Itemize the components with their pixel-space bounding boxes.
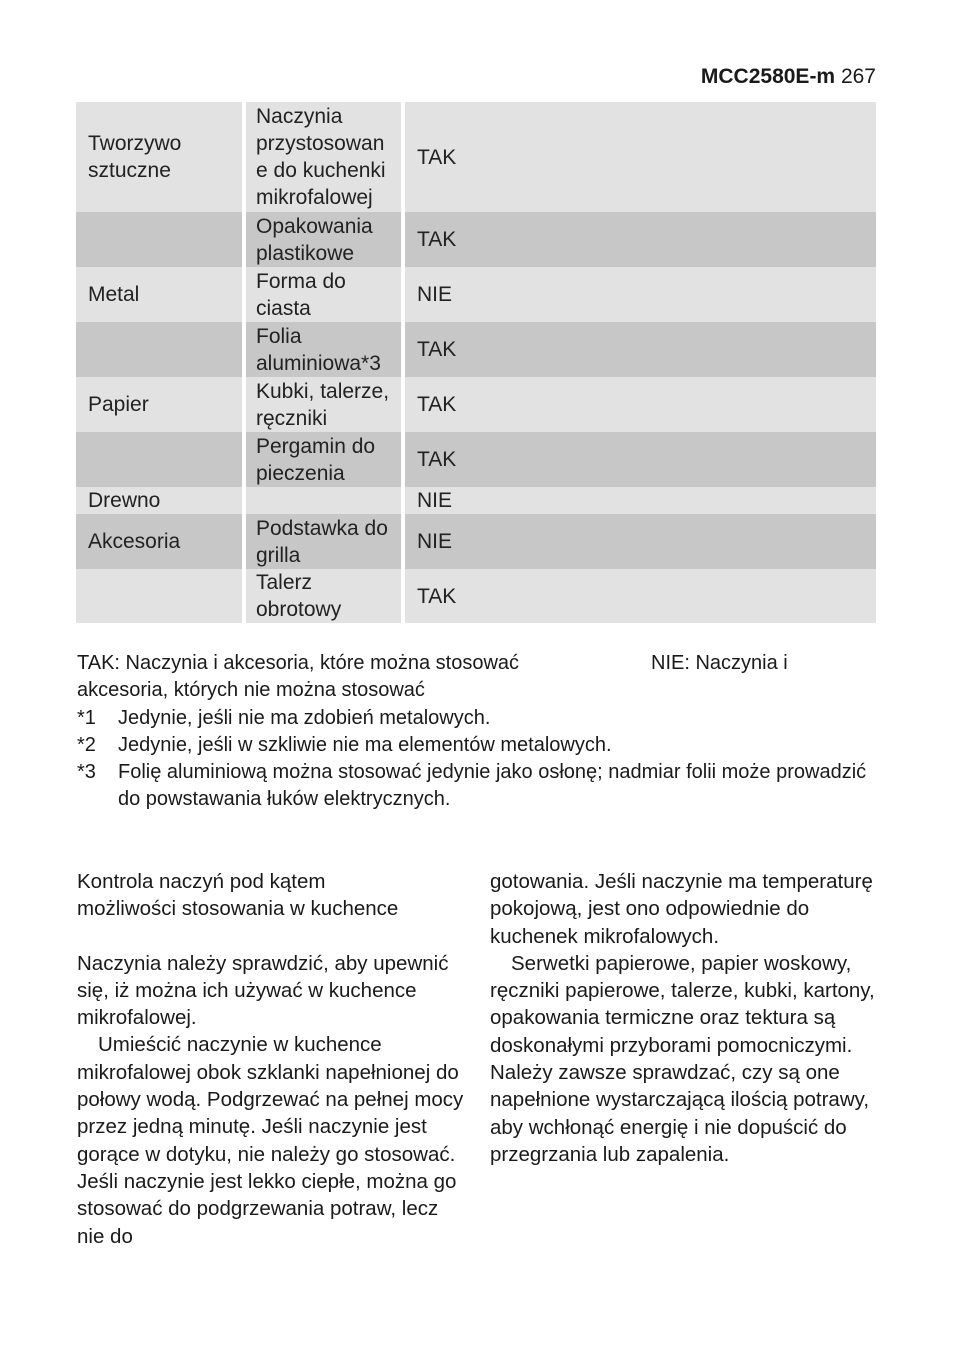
table-row (76, 569, 876, 623)
answer-cell: NIE (405, 267, 876, 322)
material-cell (76, 569, 246, 623)
material-cell (76, 432, 246, 487)
answer-cell: TAK (405, 322, 876, 377)
material-cell: Drewno (76, 487, 246, 514)
paragraph-paper-accessories: Serwetki papierowe, papier woskowy, ręczniki papierowe, talerze, kubki, kartony, opakowania termiczne oraz tektura są doskonałymi przyborami pomocniczymi. Należy zawsze sprawdzać, czy są one napełnione wystarczającą ilością potrawy, aby wchłonąć energię i nie dopuścić do przegrzania lub zapalenia. (490, 951, 875, 1166)
legend-nie: NIE: Naczynia i (651, 652, 788, 674)
table-notes (77, 650, 867, 814)
section-heading-line1: Kontrola naczyń pod kątem (77, 870, 326, 893)
page-header (701, 64, 876, 90)
item-cell (246, 487, 405, 514)
answer-cell: TAK (405, 569, 876, 623)
table-row (76, 487, 876, 514)
item-cell: Kubki, talerze, ręczniki (246, 377, 405, 432)
legend-continuation: akcesoria, których nie można stosować (77, 679, 425, 702)
table-row (76, 102, 876, 212)
material-cell: Metal (76, 267, 246, 322)
item-cell: Opakowania plastikowe (246, 212, 405, 267)
footnote (77, 759, 867, 814)
section-heading-line2: możliwości stosowania w kuchence (77, 897, 399, 921)
item-cell: Naczynia przystosowan e do kuchenki mikrofalowej (246, 102, 405, 212)
answer-cell: TAK (405, 377, 876, 432)
legend-tak: TAK: Naczynia i akcesoria, które można stosować (77, 652, 520, 674)
table-row (76, 377, 876, 432)
table-row (76, 514, 876, 569)
material-cell (76, 322, 246, 377)
legend (77, 650, 867, 677)
footnote-text: Jedynie, jeśli w szkliwie nie ma elementów metalowych. (118, 733, 612, 756)
material-cell (76, 212, 246, 267)
footnote-text: Folię aluminiową można stosować jedynie jako osłonę; nadmiar folii może prowadzić do powstawania łuków elektrycznych. (118, 761, 867, 811)
footnote-mark: *1 (77, 706, 96, 729)
footnote (77, 732, 867, 759)
item-cell: Talerz obrotowy (246, 569, 405, 623)
section-heading (77, 868, 467, 923)
material-cell: Akcesoria (76, 514, 246, 569)
answer-cell: TAK (405, 432, 876, 487)
model-number: MCC2580E-m (700, 65, 836, 88)
page-number: 267 (840, 65, 876, 88)
table-row (76, 322, 876, 377)
item-cell: Pergamin do pieczenia (246, 432, 405, 487)
paragraph-intro: Naczynia należy sprawdzić, aby upewnić się, iż można ich używać w kuchence mikrofalowej. (77, 951, 449, 1030)
answer-cell: NIE (405, 514, 876, 569)
footnote-mark: *2 (77, 733, 96, 756)
cookware-compatibility-table (76, 102, 876, 623)
answer-cell: TAK (405, 102, 876, 212)
footnote-text: Jedynie, jeśli nie ma zdobień metalowych. (118, 706, 491, 729)
right-column (490, 868, 890, 1168)
answer-cell: NIE (405, 487, 876, 514)
item-cell: Podstawka do grilla (246, 514, 405, 569)
material-cell: Tworzywo sztuczne (76, 102, 246, 212)
material-cell: Papier (76, 377, 246, 432)
table-row (76, 432, 876, 487)
answer-cell: TAK (405, 212, 876, 267)
footnote (77, 705, 867, 732)
paragraph-test-start: Umieścić naczynie w kuchence mikrofalowej obok szklanki napełnionej do połowy wodą. Podgrzewać na pełnej mocy przez jedną minutę. Jeśli naczynie jest gorące w dotyku, nie należy go stosować. Jeśli naczynie jest lekko ciepłe, można go stosować do podgrzewania potraw, lecz nie do (77, 1033, 464, 1248)
paragraph-test-end: gotowania. Jeśli naczynie ma temperaturę pokojową, jest ono odpowiednie do kuchenek mikrofalowych. (490, 870, 873, 948)
left-column (77, 868, 467, 1250)
table-row (76, 267, 876, 322)
table-row (76, 212, 876, 267)
item-cell: Forma do ciasta (246, 267, 405, 322)
item-cell: Folia aluminiowa*3 (246, 322, 405, 377)
footnote-mark: *3 (77, 761, 96, 784)
